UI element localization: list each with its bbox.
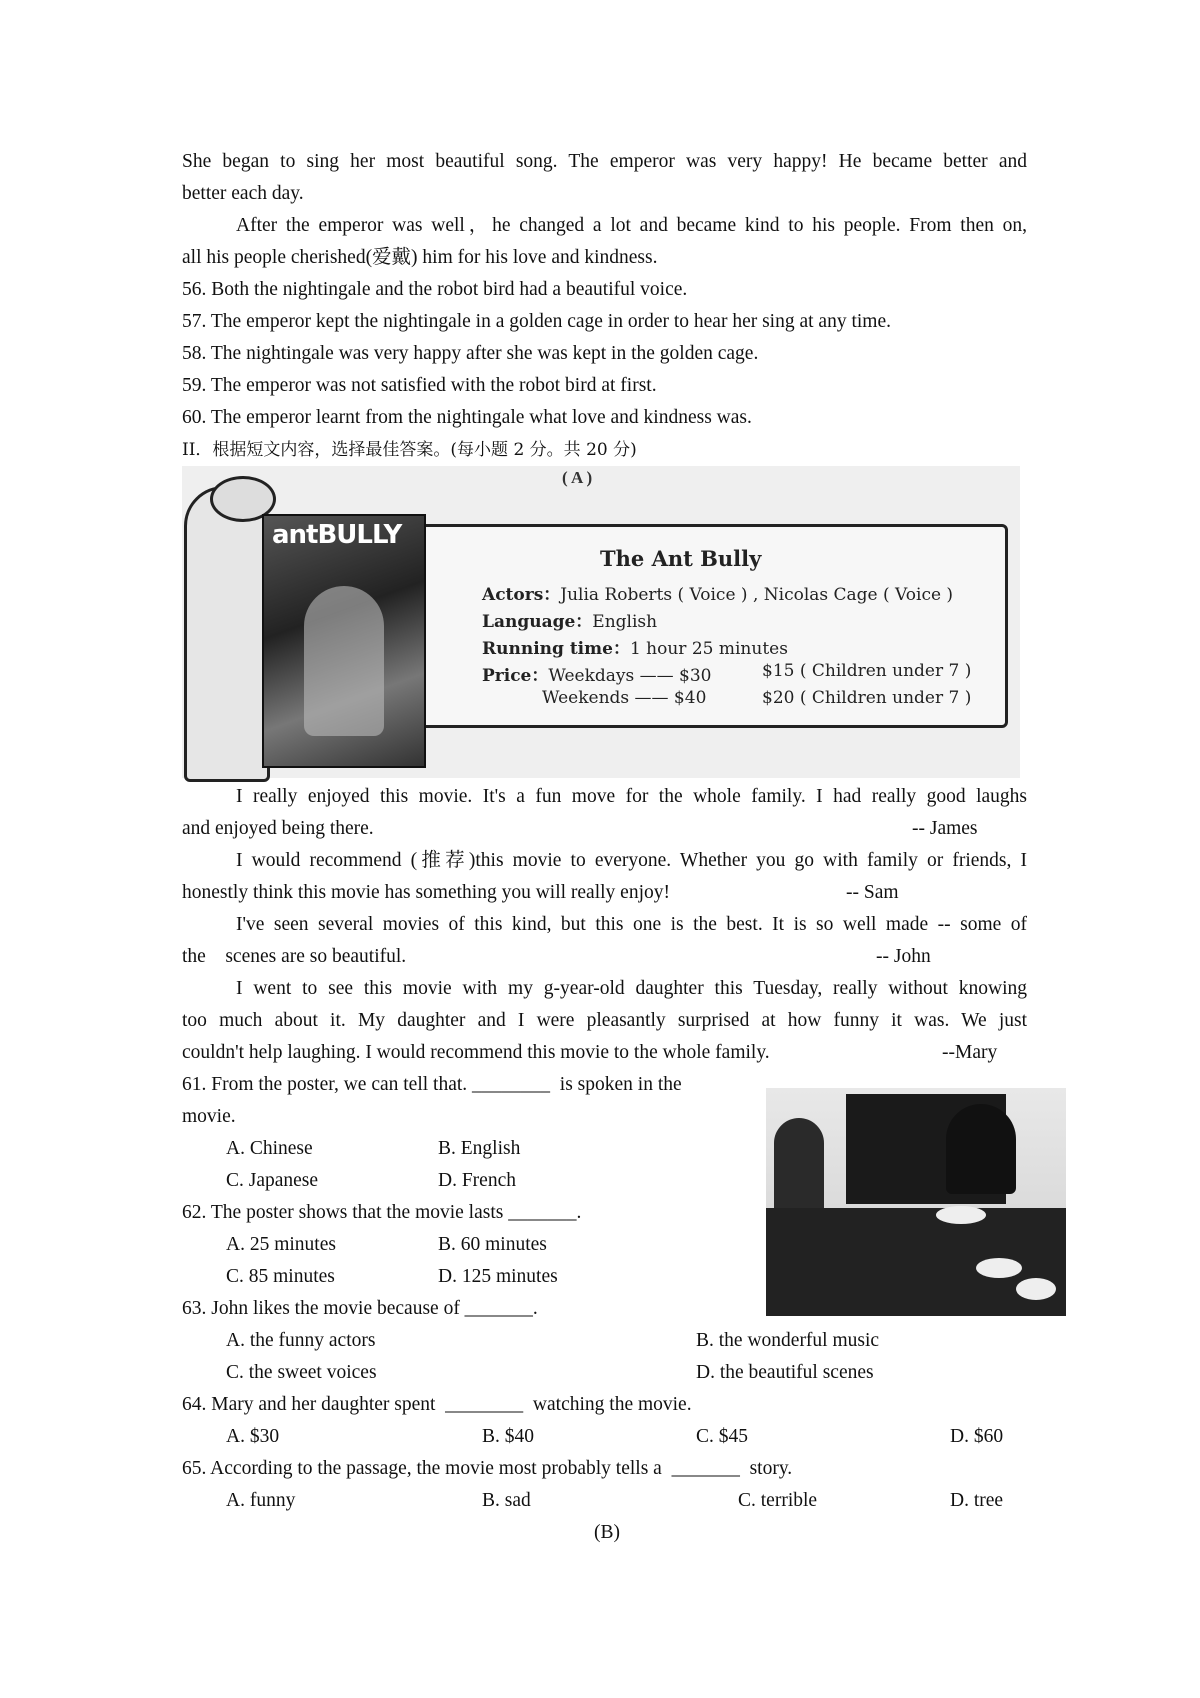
q64-option-d: D. $60 [950, 1426, 1004, 1447]
photo-plate [976, 1258, 1022, 1278]
q63-option-c: C. the sweet voices [226, 1362, 377, 1383]
restaurant-photo [766, 1088, 1066, 1316]
review-mary-signature: --Mary [942, 1042, 998, 1063]
review-mary-line: too much about it. My daughter and I were pleasantly surprised at how funny it was. We just [182, 1010, 1027, 1031]
q64-option-a: A. $30 [226, 1426, 280, 1447]
running-label: Running time： [482, 639, 630, 659]
scroll-roll-icon [184, 486, 270, 782]
passage-line: all his people cherished(爱戴) him for his love and kindness. [182, 247, 658, 268]
q65-option-c: C. terrible [738, 1490, 818, 1511]
review-john-line: I've seen several movies of this kind, but this one is the best. It is so well made -- some of [236, 914, 1027, 935]
q61-option-b: B. English [438, 1138, 521, 1159]
poster-price [482, 661, 712, 686]
review-sam-line: I would recommend (推荐)this movie to everyone. Whether you go with family or friends, I [236, 850, 1027, 871]
review-james-signature: -- James [912, 818, 978, 839]
q61-option-a: A. Chinese [226, 1138, 313, 1159]
q65-option-b: B. sad [482, 1490, 531, 1511]
review-mary-line: I went to see this movie with my g-year-old daughter this Tuesday, really without knowing [236, 978, 1027, 999]
q65-option-d: D. tree [950, 1490, 1004, 1511]
q62-option-b: B. 60 minutes [438, 1234, 547, 1255]
question-62-stem: 62. The poster shows that the movie lasts _______. [182, 1202, 582, 1223]
artwork-figure [304, 586, 384, 736]
tf-question-60: 60. The emperor learnt from the nightingale what love and kindness was. [182, 407, 752, 428]
price-label: Price： [482, 666, 549, 686]
q63-option-a: A. the funny actors [226, 1330, 376, 1351]
q62-option-a: A. 25 minutes [226, 1234, 336, 1255]
price-weekdays-child: $15 ( Children under 7 ) [762, 661, 972, 681]
price-weekdays: Weekdays —— $30 [548, 666, 712, 686]
question-65-stem: 65. According to the passage, the movie most probably tells a _______ story. [182, 1458, 793, 1479]
poster-actors [482, 580, 953, 605]
tf-question-59: 59. The emperor was not satisfied with the robot bird at first. [182, 375, 657, 396]
q63-option-d: D. the beautiful scenes [696, 1362, 874, 1383]
movie-poster [182, 466, 1020, 778]
poster-running-time [482, 634, 788, 659]
review-john-line: the scenes are so beautiful. [182, 946, 407, 967]
tf-question-57: 57. The emperor kept the nightingale in a golden cage in order to hear her sing at any time. [182, 311, 891, 332]
q61-option-d: D. French [438, 1170, 516, 1191]
tf-question-56: 56. Both the nightingale and the robot bird had a beautiful voice. [182, 279, 688, 300]
question-61-stem: movie. [182, 1106, 236, 1127]
review-sam-signature: -- Sam [846, 882, 899, 903]
q64-option-b: B. $40 [482, 1426, 535, 1447]
passage-line: better each day. [182, 183, 304, 204]
price-weekends-child: $20 ( Children under 7 ) [762, 688, 972, 708]
review-sam-line: honestly think this movie has something you will really enjoy! [182, 882, 670, 903]
q61-option-c: C. Japanese [226, 1170, 319, 1191]
question-64-stem: 64. Mary and her daughter spent ________ watching the movie. [182, 1394, 692, 1415]
tf-question-58: 58. The nightingale was very happy after she was kept in the golden cage. [182, 343, 759, 364]
artwork-title: antBULLY [272, 520, 402, 550]
photo-table [766, 1208, 1066, 1316]
passage-line: She began to sing her most beautiful song. The emperor was very happy! He became better and [182, 151, 1027, 172]
running-value: 1 hour 25 minutes [629, 639, 788, 659]
review-james-line: I really enjoyed this movie. It's a fun move for the whole family. I had really good laughs [236, 786, 1027, 807]
poster-label: ( A ) [562, 468, 593, 487]
q64-option-c: C. $45 [696, 1426, 749, 1447]
actors-label: Actors： [482, 585, 561, 605]
q62-option-c: C. 85 minutes [226, 1266, 335, 1287]
section-heading: II．根据短文内容，选择最佳答案。(每小题 2 分。共 20 分) [182, 440, 637, 460]
actors-value: Julia Roberts ( Voice ) , Nicolas Cage ( Voice ) [560, 585, 954, 605]
poster-language [482, 607, 657, 632]
movie-artwork [262, 514, 426, 768]
section-b-label: (B) [594, 1522, 620, 1543]
price-weekends: Weekends —— $40 [542, 688, 707, 708]
language-value: English [592, 612, 658, 632]
review-mary-line: couldn't help laughing. I would recommend this movie to the whole family. [182, 1042, 770, 1063]
photo-plate [936, 1206, 986, 1224]
passage-line: After the emperor was well，he changed a lot and became kind to his people. From then on, [236, 215, 1027, 236]
review-james-line: and enjoyed being there. [182, 818, 374, 839]
question-61-stem: 61. From the poster, we can tell that. ________ is spoken in the [182, 1074, 682, 1095]
q63-option-b: B. the wonderful music [696, 1330, 880, 1351]
photo-plate [1016, 1278, 1056, 1300]
photo-person-right [946, 1104, 1016, 1194]
review-john-signature: -- John [876, 946, 931, 967]
question-63-stem: 63. John likes the movie because of _______. [182, 1298, 538, 1319]
language-label: Language： [482, 612, 593, 632]
q62-option-d: D. 125 minutes [438, 1266, 558, 1287]
poster-title: The Ant Bully [600, 546, 762, 571]
q65-option-a: A. funny [226, 1490, 296, 1511]
